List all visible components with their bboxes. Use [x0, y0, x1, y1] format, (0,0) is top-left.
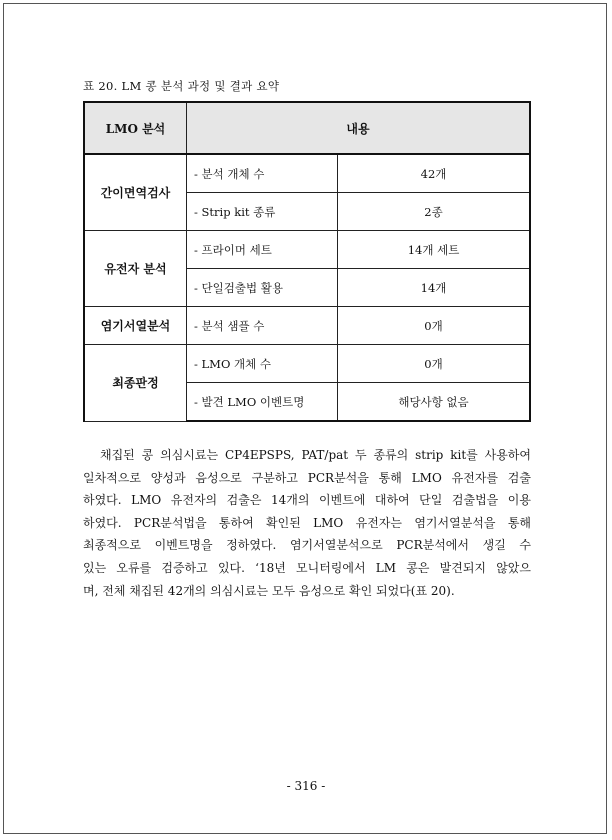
row-item: - 분석 샘플 수	[187, 307, 338, 345]
row-value: 해당사항 없음	[338, 383, 531, 422]
row-value: 0개	[338, 307, 531, 345]
paragraph-line: 며, 전체 채집된 42개의 의심시료는 모두 음성으로 확인 되었다(표 20).	[83, 583, 455, 598]
table-row	[84, 154, 530, 193]
body-paragraph	[83, 444, 531, 602]
paragraph-line: 최종적으로 이벤트명을 정하였다. 염기서열분석으로 PCR분석에서 생길 수	[83, 538, 531, 553]
row-item: - 프라이머 세트	[187, 231, 338, 269]
table-row	[84, 345, 530, 383]
row-value: 42개	[338, 154, 531, 193]
row-item: - 분석 개체 수	[187, 154, 338, 193]
group-gene-analysis: 유전자 분석	[84, 231, 187, 307]
paragraph-line: 하였다. LMO 유전자의 검출은 14개의 이벤트에 대하여 단일 검출법을 이용	[83, 493, 531, 508]
lmo-summary-table	[83, 101, 531, 422]
row-item: - 발견 LMO 이벤트명	[187, 383, 338, 422]
header-lmo-analysis: LMO 분석	[84, 102, 187, 154]
row-item: - Strip kit 종류	[187, 193, 338, 231]
paragraph-line: 채집된 콩 의심시료는 CP4EPSPS, PAT/pat 두 종류의 strip kit를 사용하여	[100, 448, 531, 462]
header-content: 내용	[187, 102, 531, 154]
paragraph-line: 일차적으로 양성과 음성으로 구분하고 PCR분석을 통해 LMO 유전자를 검출	[83, 470, 531, 485]
group-sequencing: 염기서열분석	[84, 307, 187, 345]
row-value: 2종	[338, 193, 531, 231]
group-final-decision: 최종판정	[84, 345, 187, 422]
row-item: - 단일검출법 활용	[187, 269, 338, 307]
row-item: - LMO 개체 수	[187, 345, 338, 383]
paragraph-line: 있는 오류를 검증하고 있다. ‘18년 모니터링에서 LM 콩은 발견되지 않았으	[83, 560, 531, 575]
row-value: 14개 세트	[338, 231, 531, 269]
table-row	[84, 231, 530, 269]
table-caption: 표 20. LM 콩 분석 과정 및 결과 요약	[83, 79, 280, 93]
table-row	[84, 307, 530, 345]
paragraph-line: 하였다. PCR분석법을 통하여 확인된 LMO 유전자는 염기서열분석을 통해	[83, 515, 531, 530]
page-number: - 316 -	[286, 779, 326, 793]
group-immunoassay: 간이면역검사	[84, 154, 187, 231]
row-value: 0개	[338, 345, 531, 383]
row-value: 14개	[338, 269, 531, 307]
